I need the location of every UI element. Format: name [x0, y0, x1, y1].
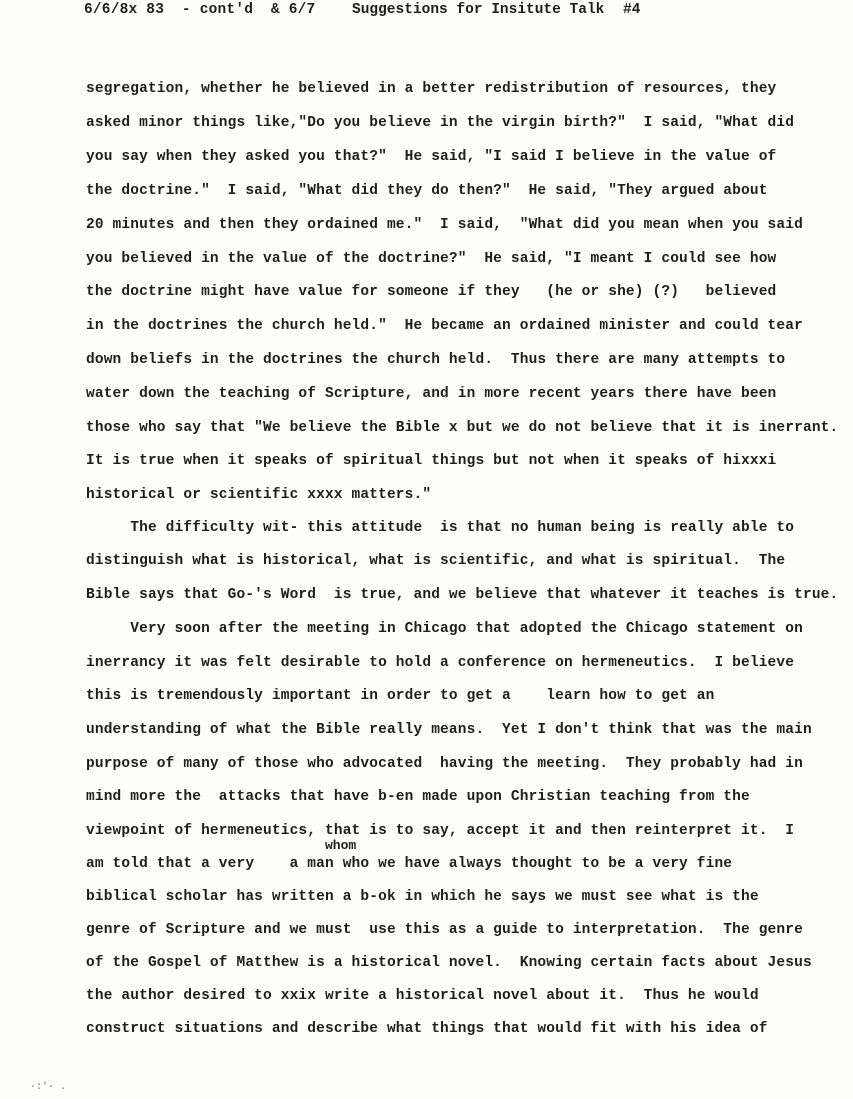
text-line: distinguish what is historical, what is scientific, and what is spiritual. The — [86, 553, 786, 569]
text-line: Bible says that Go-'s Word is true, and we believe that whatever it teaches is true. — [86, 587, 839, 603]
text-line: the doctrine might have value for someone if they (he or she) (?) believed — [86, 284, 777, 300]
text-line: Very soon after the meeting in Chicago that adopted the Chicago statement on — [86, 621, 803, 637]
text-line: you believed in the value of the doctrine?" He said, "I meant I could see how — [86, 251, 777, 267]
text-line: those who say that "We believe the Bible x but we do not believe that it is inerrant. — [86, 420, 839, 436]
text-line: The difficulty wit- this attitude is that no human being is really able to — [86, 520, 795, 536]
handwritten-insertion: whom — [325, 838, 357, 853]
text-line: It is true when it speaks of spiritual things but not when it speaks of hixxxi — [86, 453, 777, 469]
text-line: in the doctrines the church held." He became an ordained minister and could tear — [86, 318, 803, 334]
text-line: viewpoint of hermeneutics, that is to say, accept it and then reinterpret it. I — [86, 823, 795, 839]
text-line: mind more the attacks that have b-en made upon Christian teaching from the — [86, 789, 750, 805]
text-line: water down the teaching of Scripture, and in more recent years there have been — [86, 386, 777, 402]
header-title: Suggestions for Insitute Talk — [352, 2, 605, 18]
text-line: construct situations and describe what things that would fit with his idea of — [86, 1021, 768, 1037]
text-line: the author desired to xxix write a historical novel about it. Thus he would — [86, 988, 759, 1004]
text-line: you say when they asked you that?" He said, "I said I believe in the value of — [86, 149, 777, 165]
text-line: segregation, whether he believed in a better redistribution of resources, they — [86, 81, 777, 97]
text-line: this is tremendously important in order to get a learn how to get an — [86, 688, 715, 704]
paper-speck: ·:'· . — [30, 1082, 67, 1093]
text-line: historical or scientific xxxx matters." — [86, 487, 432, 503]
text-line: inerrancy it was felt desirable to hold a conference on hermeneutics. I believe — [86, 655, 795, 671]
text-line: genre of Scripture and we must use this as a guide to interpretation. The genre — [86, 922, 803, 938]
header-date: 6/6/8x 83 - cont'd & 6/7 — [84, 2, 316, 18]
text-line: asked minor things like,"Do you believe in the virgin birth?" I said, "What did — [86, 115, 795, 131]
text-line: purpose of many of those who advocated having the meeting. They probably had in — [86, 756, 803, 772]
text-line: understanding of what the Bible really means. Yet I don't think that was the main — [86, 722, 812, 738]
text-line: of the Gospel of Matthew is a historical novel. Knowing certain facts about Jesus — [86, 955, 812, 971]
text-line: the doctrine." I said, "What did they do then?" He said, "They argued about — [86, 183, 768, 199]
text-line: biblical scholar has written a b-ok in which he says we must see what is the — [86, 889, 759, 905]
text-line: 20 minutes and then they ordained me." I said, "What did you mean when you said — [86, 217, 803, 233]
text-line: down beliefs in the doctrines the church held. Thus there are many attempts to — [86, 352, 786, 368]
page-number: #4 — [623, 2, 641, 18]
text-line: am told that a very a man who we have always thought to be a very fine — [86, 856, 733, 872]
